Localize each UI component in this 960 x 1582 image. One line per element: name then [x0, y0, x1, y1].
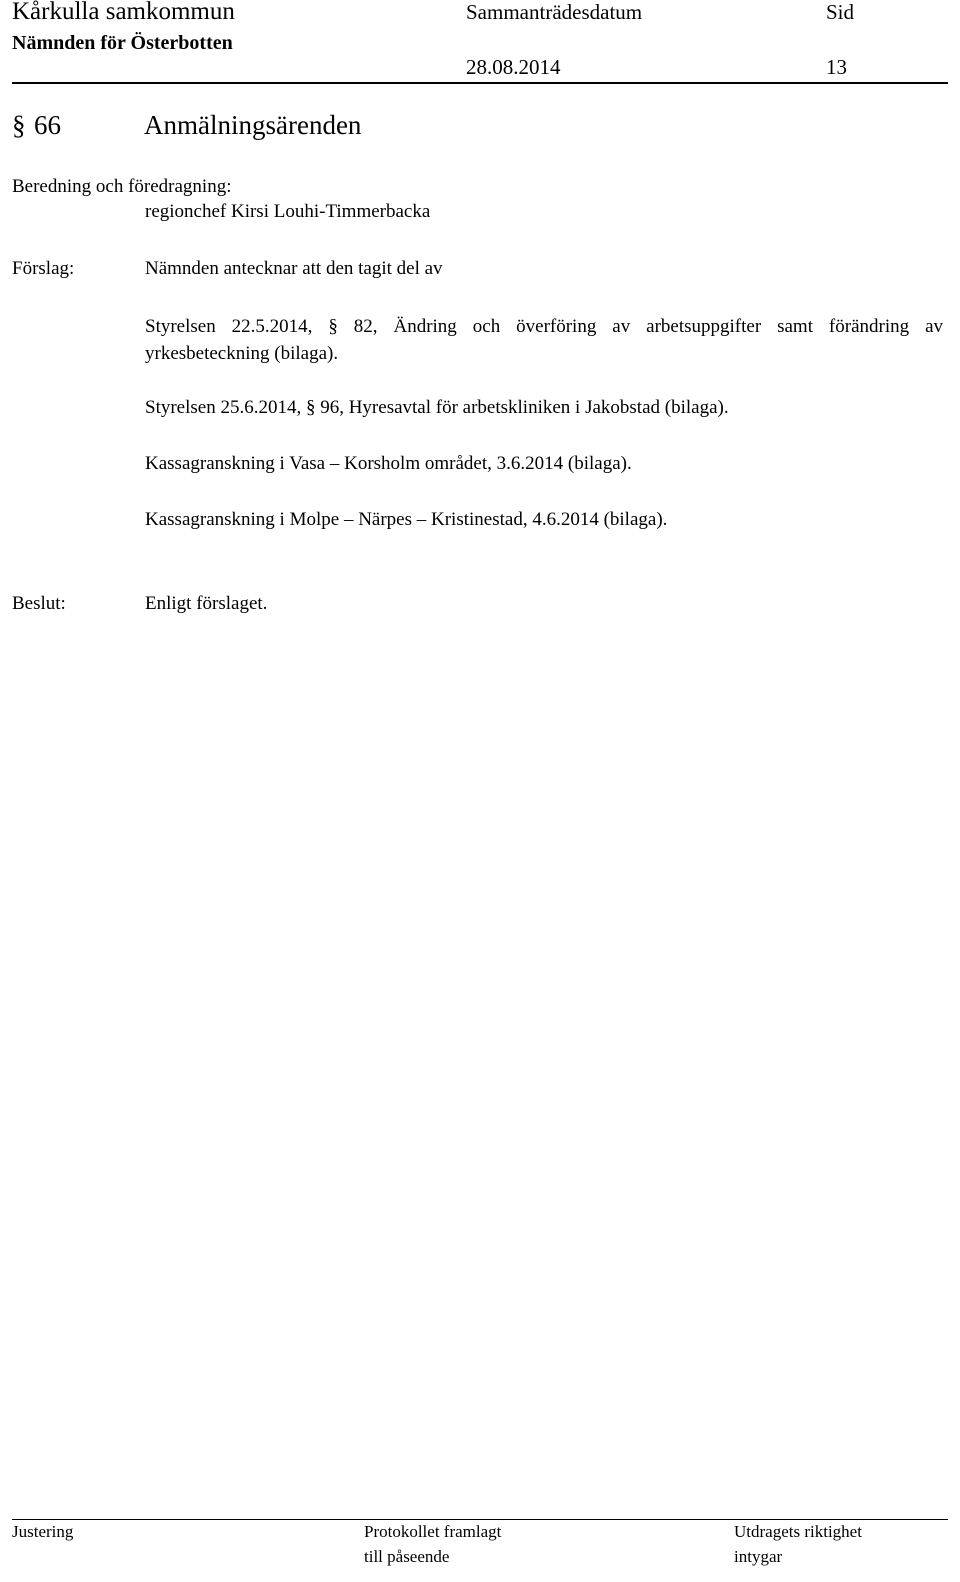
footer-divider: [12, 1519, 948, 1520]
preparation-label: Beredning och föredragning:: [12, 176, 232, 197]
list-item: Styrelsen 25.6.2014, § 96, Hyresavtal för arbetskliniken i Jakobstad (bilaga).: [145, 397, 729, 418]
proposal-value: Nämnden antecknar att den tagit del av: [145, 258, 443, 279]
footer-protocol-posted: Protokollet framlagt: [364, 1522, 502, 1541]
decision-value: Enligt förslaget.: [145, 593, 268, 614]
page-label: Sid: [826, 0, 855, 24]
list-item: Kassagranskning i Molpe – Närpes – Kristinestad, 4.6.2014 (bilaga).: [145, 509, 668, 530]
organization-name: Kårkulla samkommun: [12, 0, 235, 25]
list-item: Styrelsen 22.5.2014, § 82, Ändring och överföring av arbetsuppgifter samt förändring av yrkesbeteckning (bilaga).: [145, 316, 943, 364]
header-divider: [12, 82, 948, 84]
section-symbol: §: [12, 110, 26, 140]
section-heading: [12, 110, 361, 141]
proposal-label: Förslag:: [12, 258, 75, 279]
meeting-date-label: Sammanträdesdatum: [466, 0, 643, 24]
section-number: 66: [34, 110, 61, 140]
footer-protocol-posted-line2: till påseende: [364, 1547, 450, 1566]
section-title: Anmälningsärenden: [144, 110, 362, 140]
meeting-date: 28.08.2014: [466, 55, 561, 79]
footer-extract-certified-line2: intygar: [734, 1547, 783, 1566]
decision-label: Beslut:: [12, 593, 66, 614]
preparation-value: regionchef Kirsi Louhi-Timmerbacka: [145, 201, 431, 222]
list-item: Kassagranskning i Vasa – Korsholm området, 3.6.2014 (bilaga).: [145, 453, 632, 474]
committee-name: Nämnden för Österbotten: [12, 32, 233, 54]
page-number: 13: [826, 55, 847, 79]
footer-extract-certified: Utdragets riktighet: [734, 1522, 862, 1541]
footer-justering: Justering: [12, 1522, 74, 1541]
